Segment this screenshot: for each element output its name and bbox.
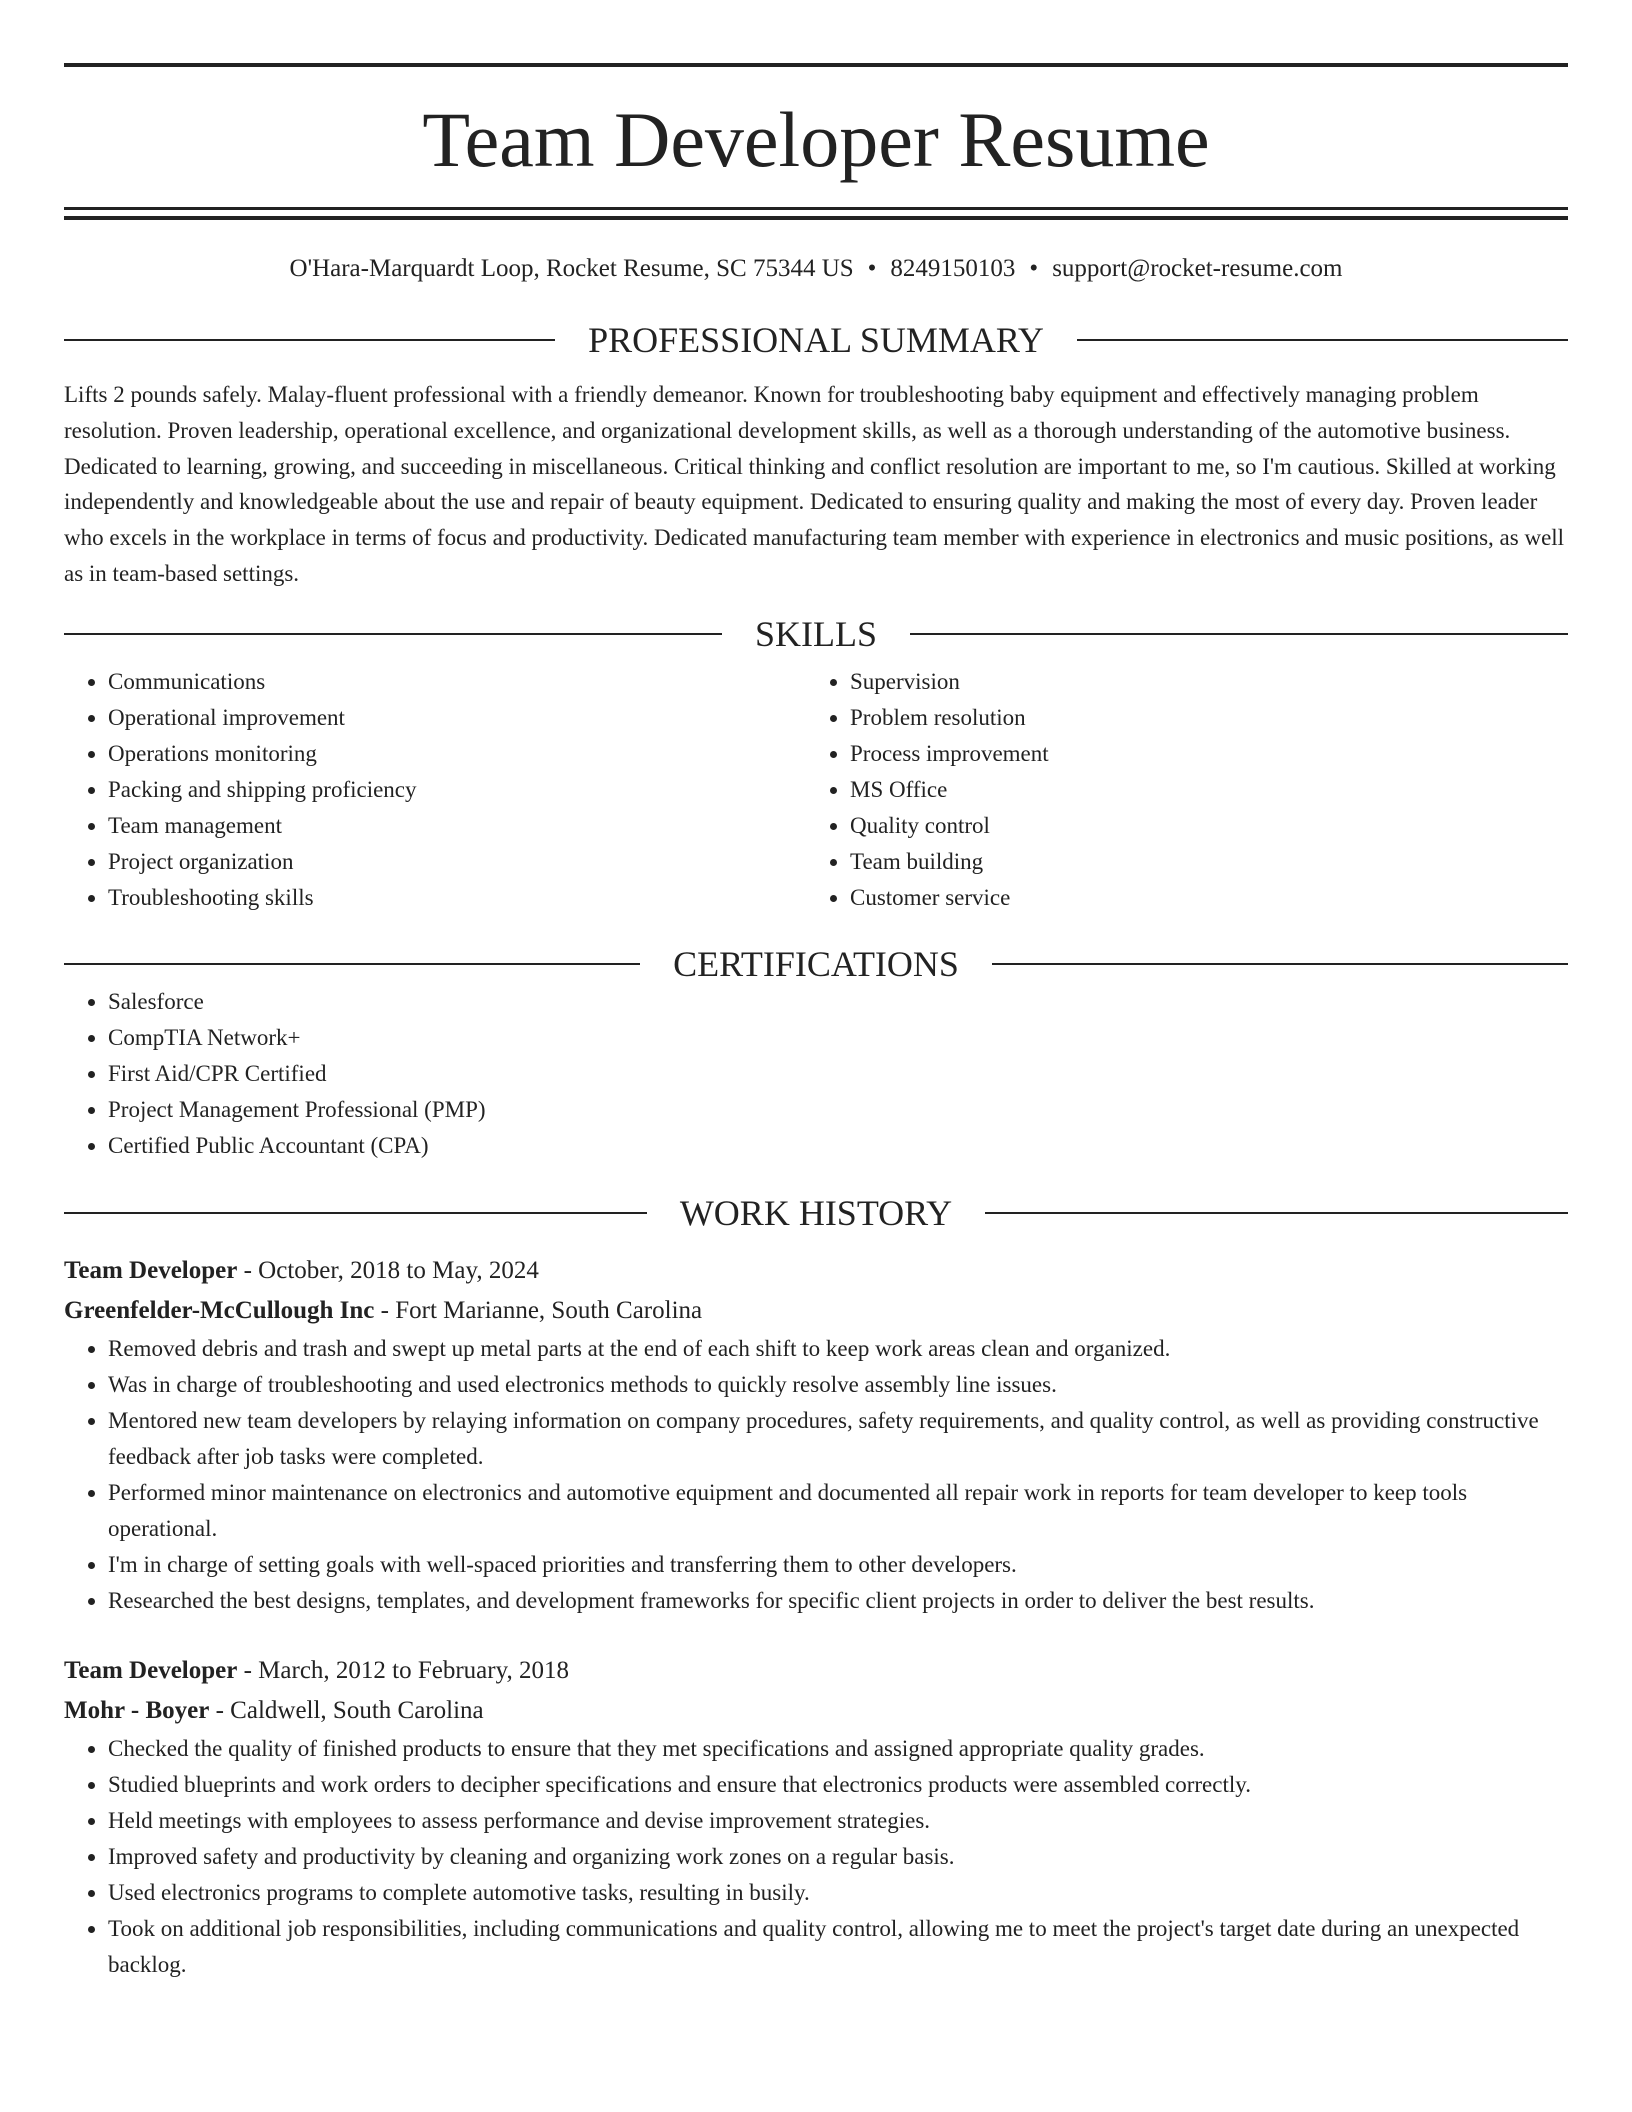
job-duty-item: • Held meetings with employees to assess performance and devise improvement strategies. — [108, 1803, 1568, 1839]
job-location: - Fort Marianne, South Carolina — [374, 1296, 703, 1324]
skill-item: • Team management — [108, 808, 806, 844]
skills-list-left — [64, 664, 806, 916]
job-company: Greenfelder-McCullough Inc — [64, 1296, 375, 1324]
job-duty-item: • Used electronics programs to complete automotive tasks, resulting in busily. — [108, 1875, 1568, 1911]
job-duty-item: • I'm in charge of setting goals with well-spaced priorities and transferring them to other developers. — [108, 1547, 1568, 1583]
job-entry — [64, 1251, 1568, 1619]
skills-heading — [64, 614, 1568, 654]
skill-item: • Packing and shipping proficiency — [108, 772, 806, 808]
job-location: - Caldwell, South Carolina — [209, 1696, 484, 1724]
job-duty-item: • Was in charge of troubleshooting and used electronics methods to quickly resolve assembly line issues. — [108, 1367, 1568, 1403]
certification-item: • Salesforce — [108, 984, 1568, 1020]
heading-rule-right — [992, 963, 1568, 965]
certifications-list — [64, 984, 1568, 1164]
job-title: Team Developer — [64, 1656, 238, 1684]
job-title-line — [64, 1651, 1568, 1691]
skill-item: • Problem resolution — [850, 700, 1548, 736]
certifications-heading-text: CERTIFICATIONS — [673, 943, 959, 984]
job-duty-item: • Studied blueprints and work orders to decipher specifications and ensure that electronics products were assembled correctly. — [108, 1767, 1568, 1803]
top-rule — [64, 63, 1568, 67]
resume-title: Team Developer Resume — [422, 96, 1210, 183]
work-history-heading — [64, 1193, 1568, 1233]
skill-item: • MS Office — [850, 772, 1548, 808]
skill-item: • Troubleshooting skills — [108, 880, 806, 916]
heading-rule-right — [910, 633, 1568, 635]
contact-address: O'Hara-Marquardt Loop, Rocket Resume, SC 75344 US — [289, 255, 854, 282]
job-title-line — [64, 1251, 1568, 1291]
job-title: Team Developer — [64, 1256, 238, 1284]
work-history-heading-text: WORK HISTORY — [679, 1192, 953, 1233]
job-duties-list — [64, 1731, 1568, 1983]
summary-heading — [64, 320, 1568, 360]
summary-paragraph: Lifts 2 pounds safely. Malay-fluent professional with a friendly demeanor. Known for troubleshooting baby equipment and effectively managing problem resolution. Proven leadership, operational excellence, and organizational development skills, as well as a thorough understanding of the automotive business. Dedicated to learning, growing, and succeeding in miscellaneous. Critical thinking and conflict resolution are important to me, so I'm cautious. Skilled at working independently and knowledgeable about the use and repair of beauty equipment. Dedicated to ensuring quality and making the most of every day. Proven leader who excels in the workplace in terms of focus and productivity. Dedicated manufacturing team member with experience in electronics and music positions, as well as in team-based settings. — [64, 382, 1565, 586]
job-duty-item: • Checked the quality of finished products to ensure that they met specifications and assigned appropriate quality grades. — [108, 1731, 1568, 1767]
job-duty-item: • Mentored new team developers by relaying information on company procedures, safety requirements, and quality control, as well as providing constructive feedback after job tasks were completed. — [108, 1403, 1568, 1475]
contact-phone: 8249150103 — [890, 255, 1016, 282]
heading-rule-left — [64, 633, 722, 635]
skill-item: • Communications — [108, 664, 806, 700]
certification-item: • Project Management Professional (PMP) — [108, 1092, 1568, 1128]
contact-email: support@rocket-resume.com — [1052, 255, 1343, 282]
job-company-line — [64, 1691, 1568, 1731]
skill-item: • Project organization — [108, 844, 806, 880]
contact-line — [64, 254, 1568, 284]
heading-rule-left — [64, 339, 555, 341]
skill-item: • Supervision — [850, 664, 1548, 700]
skills-column-left — [64, 664, 806, 916]
job-dates: - October, 2018 to May, 2024 — [237, 1256, 539, 1284]
job-entry — [64, 1651, 1568, 1983]
job-company-line — [64, 1291, 1568, 1331]
job-duty-item: • Performed minor maintenance on electronics and automotive equipment and documented all repair work in reports for team developer to keep tools operational. — [108, 1475, 1568, 1547]
job-duty-item: • Researched the best designs, templates, and development frameworks for specific client projects in order to deliver the best results. — [108, 1583, 1568, 1619]
heading-rule-right — [985, 1212, 1568, 1214]
skill-item: • Operations monitoring — [108, 736, 806, 772]
certifications-heading — [64, 944, 1568, 984]
job-duty-item: • Took on additional job responsibilities, including communications and quality control, allowing me to meet the project's target date during an unexpected backlog. — [108, 1911, 1568, 1983]
skills-list-right — [806, 664, 1548, 916]
skill-item: • Customer service — [850, 880, 1548, 916]
job-dates: - March, 2012 to February, 2018 — [237, 1656, 569, 1684]
contact-separator: • — [867, 255, 877, 282]
heading-rule-right — [1077, 339, 1568, 341]
skills-columns — [64, 664, 1568, 916]
heading-rule-left — [64, 963, 640, 965]
job-duty-item: • Improved safety and productivity by cleaning and organizing work zones on a regular basis. — [108, 1839, 1568, 1875]
skills-column-right — [806, 664, 1548, 916]
skill-item: • Process improvement — [850, 736, 1548, 772]
certification-item: • First Aid/CPR Certified — [108, 1056, 1568, 1092]
title-double-rule — [64, 207, 1568, 220]
certification-item: • Certified Public Accountant (CPA) — [108, 1128, 1568, 1164]
job-duty-item: • Removed debris and trash and swept up metal parts at the end of each shift to keep work areas clean and organized. — [108, 1331, 1568, 1367]
skill-item: • Team building — [850, 844, 1548, 880]
skill-item: • Quality control — [850, 808, 1548, 844]
job-duties-list — [64, 1331, 1568, 1619]
certification-item: • CompTIA Network+ — [108, 1020, 1568, 1056]
skills-heading-text: SKILLS — [755, 613, 878, 654]
summary-heading-text: PROFESSIONAL SUMMARY — [588, 320, 1044, 360]
heading-rule-left — [64, 1212, 647, 1214]
contact-separator: • — [1029, 255, 1039, 282]
job-company: Mohr - Boyer — [64, 1696, 210, 1724]
skill-item: • Operational improvement — [108, 700, 806, 736]
resume-page — [64, 0, 1568, 1983]
